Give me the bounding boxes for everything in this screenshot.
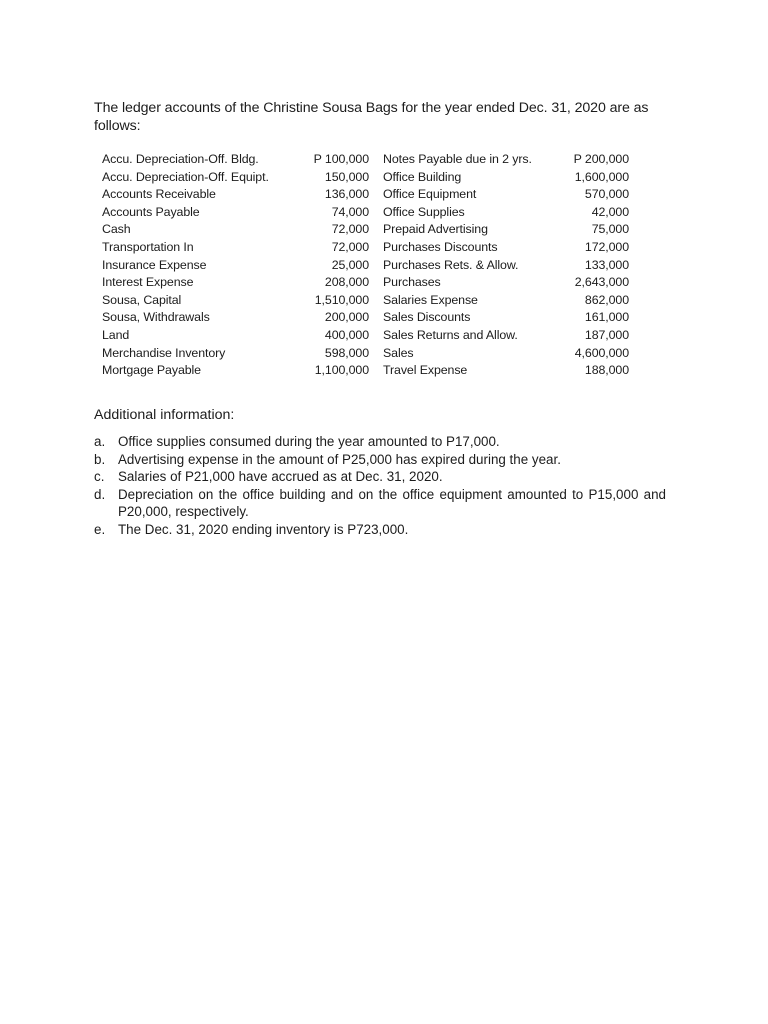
ledger-row: [102, 239, 642, 257]
item-text: Advertising expense in the amount of P25,000 has expired during the year.: [118, 451, 561, 467]
ledger-amount-left: 25,000: [331, 257, 369, 272]
ledger-amount-right: P 200,000: [573, 152, 629, 166]
ledger-account-name-left: Sousa, Capital: [102, 292, 182, 307]
ledger-account-name-left: Land: [102, 327, 130, 342]
ledger-row: [102, 274, 642, 292]
ledger-amount-right: 172,000: [584, 239, 629, 254]
additional-information-list: [94, 433, 666, 539]
item-text: The Dec. 31, 2020 ending inventory is P723,000.: [118, 521, 409, 537]
ledger-amount-right: 161,000: [584, 310, 629, 325]
ledger-account-name-left: Accounts Receivable: [102, 187, 216, 202]
ledger-amount-left: 200,000: [324, 310, 369, 325]
ledger-amount-right: 187,000: [584, 327, 629, 342]
ledger-amount-right: 75,000: [591, 222, 629, 237]
ledger-amount-left: 208,000: [324, 275, 369, 290]
ledger-amount-right: 42,000: [591, 204, 629, 219]
additional-information-item: [94, 486, 666, 521]
ledger-account-name-right: Sales Returns and Allow.: [383, 327, 518, 342]
additional-information-item: [94, 521, 666, 539]
ledger-amount-right: 4,600,000: [574, 345, 629, 360]
ledger-account-name-right: Purchases Discounts: [383, 239, 498, 254]
ledger-account-name-right: Salaries Expense: [383, 292, 478, 307]
ledger-account-name-left: Merchandise Inventory: [102, 345, 226, 360]
ledger-row: [102, 151, 642, 169]
ledger-row: [102, 327, 642, 345]
item-letter: a.: [94, 434, 106, 449]
ledger-account-name-left: Accounts Payable: [102, 204, 200, 219]
additional-information-title: Additional information:: [94, 407, 235, 423]
ledger-account-name-left: Cash: [102, 222, 131, 237]
additional-information-item: [94, 468, 666, 486]
ledger-account-name-left: Accu. Depreciation-Off. Bldg.: [102, 152, 259, 166]
ledger-amount-left: 1,510,000: [314, 292, 369, 307]
ledger-amount-left: 1,100,000: [314, 363, 369, 378]
ledger-account-name-right: Office Supplies: [383, 204, 465, 219]
ledger-amount-right: 133,000: [584, 257, 629, 272]
ledger-account-name-right: Office Equipment: [383, 187, 477, 202]
ledger-amount-right: 570,000: [584, 187, 629, 202]
additional-information-item: [94, 451, 666, 469]
document-heading: The ledger accounts of the Christine Sousa Bags for the year ended Dec. 31, 2020 are as follows:: [94, 100, 649, 134]
ledger-account-name-right: Notes Payable due in 2 yrs.: [383, 152, 532, 166]
ledger-accounts-table: [102, 151, 642, 380]
ledger-amount-right: 188,000: [584, 363, 629, 378]
ledger-account-name-left: Interest Expense: [102, 275, 194, 290]
ledger-account-name-right: Travel Expense: [383, 363, 468, 378]
ledger-row: [102, 204, 642, 222]
ledger-row: [102, 345, 642, 363]
ledger-amount-left: P 100,000: [313, 152, 369, 166]
ledger-amount-left: 400,000: [324, 327, 369, 342]
ledger-account-name-right: Office Building: [383, 169, 462, 184]
ledger-account-name-right: Purchases Rets. & Allow.: [383, 257, 519, 272]
ledger-account-name-left: Sousa, Withdrawals: [102, 310, 210, 325]
ledger-row: [102, 362, 642, 380]
ledger-amount-left: 72,000: [331, 222, 369, 237]
ledger-amount-left: 136,000: [324, 187, 369, 202]
ledger-row: [102, 186, 642, 204]
ledger-row: [102, 292, 642, 310]
ledger-account-name-left: Accu. Depreciation-Off. Equipt.: [102, 169, 269, 184]
ledger-amount-left: 150,000: [324, 169, 369, 184]
ledger-account-name-left: Mortgage Payable: [102, 363, 201, 378]
ledger-amount-right: 2,643,000: [574, 275, 629, 290]
ledger-account-name-right: Sales Discounts: [383, 310, 471, 325]
ledger-row: [102, 257, 642, 275]
ledger-account-name-right: Prepaid Advertising: [383, 222, 488, 237]
ledger-amount-left: 72,000: [331, 239, 369, 254]
ledger-amount-right: 1,600,000: [574, 169, 629, 184]
ledger-row: [102, 221, 642, 239]
additional-information-item: [94, 433, 666, 451]
ledger-account-name-left: Transportation In: [102, 239, 194, 254]
item-text: Depreciation on the office building and on the office equipment amounted to P15,000 and P20,000, respectively.: [118, 486, 666, 520]
item-letter: c.: [94, 469, 105, 485]
ledger-account-name-right: Purchases: [383, 275, 441, 290]
ledger-amount-left: 74,000: [331, 204, 369, 219]
ledger-account-name-left: Insurance Expense: [102, 257, 207, 272]
item-letter: d.: [94, 486, 106, 502]
ledger-amount-right: 862,000: [584, 292, 629, 307]
item-text: Office supplies consumed during the year amounted to P17,000.: [118, 434, 500, 449]
ledger-row: [102, 169, 642, 187]
item-letter: b.: [94, 451, 106, 467]
item-letter: e.: [94, 521, 106, 537]
ledger-row: [102, 309, 642, 327]
item-text: Salaries of P21,000 have accrued as at Dec. 31, 2020.: [118, 469, 443, 485]
ledger-account-name-right: Sales: [383, 345, 414, 360]
ledger-amount-left: 598,000: [324, 345, 369, 360]
